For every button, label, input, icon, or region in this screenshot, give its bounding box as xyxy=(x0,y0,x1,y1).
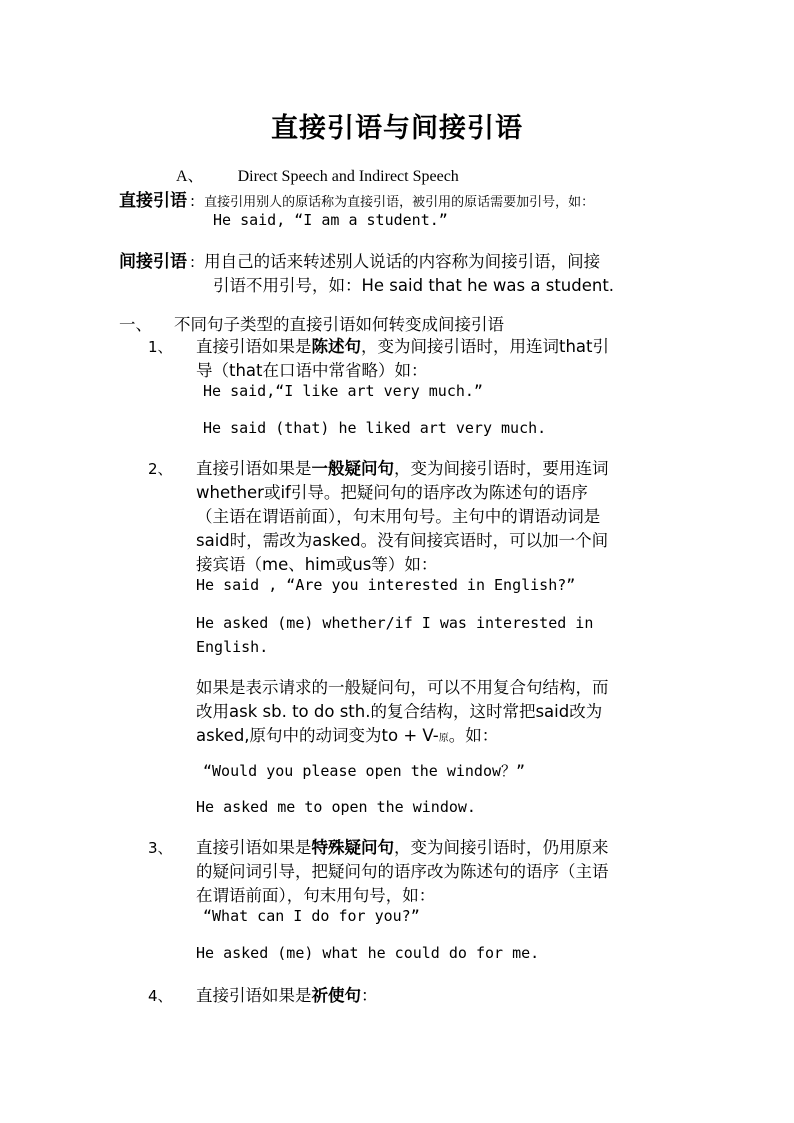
item-3-line-3: 在谓语前面），句末用句号，如： xyxy=(196,886,436,905)
direct-speech-example: He said, “I am a student.” xyxy=(213,211,448,229)
item-2-note-line-3 xyxy=(196,722,498,746)
item-2-note-3-post: 。如： xyxy=(448,726,499,745)
direct-speech-definition xyxy=(119,186,594,211)
item-3-number: 3、 xyxy=(148,839,173,857)
item-3-line-2: 的疑问词引导，把疑问句的语序改为陈述句的语序（主语 xyxy=(196,862,609,881)
indirect-speech-line-2: 引语不用引号，如：He said that he was a student. xyxy=(213,276,615,295)
item-1-post: ，变为间接引语时，用连词that引 xyxy=(361,337,610,356)
direct-speech-description: 直接引用别人的原话称为直接引语，被引用的原话需要加引号，如： xyxy=(204,195,595,210)
section-a-marker: A、 xyxy=(176,168,204,185)
item-2-line-5: 接宾语（me、him或us等）如： xyxy=(196,555,438,574)
item-3-post: ，变为间接引语时，仍用原来 xyxy=(394,838,609,857)
indirect-speech-line-1: 用自己的话来转述别人说话的内容称为间接引语，间接 xyxy=(204,252,601,271)
item-2-example-2a: He asked (me) whether/if I was interested in xyxy=(196,614,594,632)
item-4-pre: 直接引语如果是 xyxy=(196,986,312,1005)
item-3-example-2: He asked (me) what he could do for me. xyxy=(196,944,540,962)
item-1-line-2: 导（that在口语中常省略）如： xyxy=(196,361,428,380)
item-3-example-1: “What can I do for you?” xyxy=(203,907,420,925)
item-3-pre: 直接引语如果是 xyxy=(196,838,312,857)
item-1-number: 1、 xyxy=(148,338,173,356)
section-a-text: Direct Speech and Indirect Speech xyxy=(237,168,459,185)
item-2-example-1: He said , “Are you interested in English?” xyxy=(196,576,576,594)
item-2-example-2b: English. xyxy=(196,638,269,656)
item-3-sentence-type: 特殊疑问句 xyxy=(311,838,394,857)
item-1-example-1: He said,“I like art very much.” xyxy=(203,382,483,400)
item-1-sentence-type: 陈述句 xyxy=(311,337,361,356)
part-one-heading xyxy=(119,311,504,335)
direct-speech-term: 直接引语 xyxy=(119,191,187,211)
section-a-heading xyxy=(176,163,459,186)
item-2-note-line-1: 如果是表示请求的一般疑问句，可以不用复合句结构，而 xyxy=(196,678,609,697)
item-2-example-4: He asked me to open the window. xyxy=(196,798,476,816)
item-2-line-4: said时，需改为asked。没有间接宾语时，可以加一个间 xyxy=(196,531,609,550)
part-one-marker: 一、 xyxy=(119,315,152,334)
part-one-heading-text: 不同句子类型的直接引语如何转变成间接引语 xyxy=(174,315,504,334)
direct-speech-colon: : xyxy=(190,192,196,210)
item-2-line-2: whether或if引导。把疑问句的语序改为陈述句的语序 xyxy=(196,483,588,502)
item-2-pre: 直接引语如果是 xyxy=(196,459,312,478)
item-4-post: ： xyxy=(361,986,378,1005)
item-4-line-1 xyxy=(196,982,378,1006)
item-2-line-3: （主语在谓语前面），句末用句号。主句中的谓语动词是 xyxy=(196,507,601,526)
item-1-line-1 xyxy=(196,333,609,357)
item-2-example-3: “Would you please open the window？” xyxy=(203,762,526,780)
page-title: 直接引语与间接引语 xyxy=(271,113,523,144)
item-4-number: 4、 xyxy=(148,987,173,1005)
item-2-note-3-subscript: 原 xyxy=(438,733,449,744)
item-4-sentence-type: 祈使句 xyxy=(311,986,361,1005)
indirect-speech-term: 间接引语 xyxy=(119,252,187,272)
item-2-note-line-2: 改用ask sb. to do sth.的复合结构，这时常把said改为 xyxy=(196,702,603,721)
item-2-note-3-pre: asked,原句中的动词变为to + V- xyxy=(196,726,439,745)
item-1-example-2: He said (that) he liked art very much. xyxy=(203,419,547,437)
item-2-number: 2、 xyxy=(148,460,173,478)
item-2-sentence-type: 一般疑问句 xyxy=(311,459,394,478)
item-3-line-1 xyxy=(196,834,609,858)
item-2-line-1 xyxy=(196,455,609,479)
indirect-speech-colon: : xyxy=(190,253,196,271)
item-2-post: ，变为间接引语时，要用连词 xyxy=(394,459,609,478)
item-1-pre: 直接引语如果是 xyxy=(196,337,312,356)
indirect-speech-definition xyxy=(119,247,600,272)
